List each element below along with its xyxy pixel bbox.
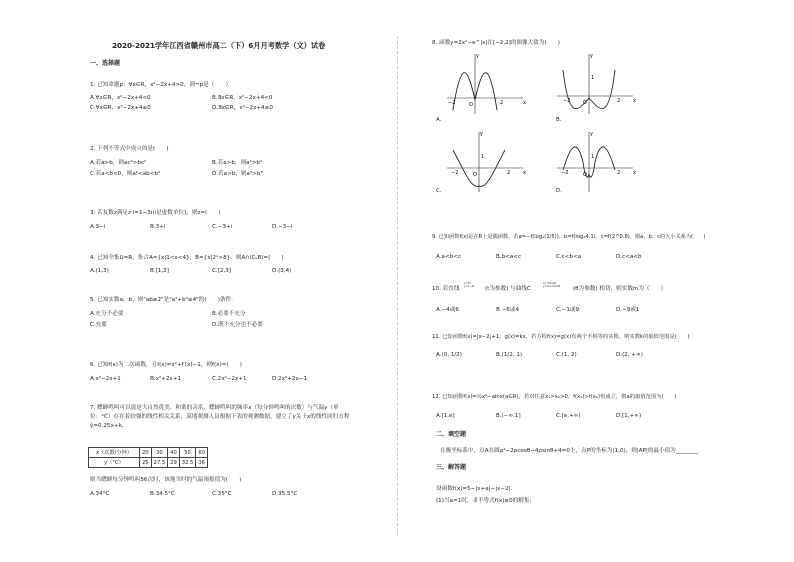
- q11-option-d: D.(2, +∞): [616, 352, 643, 358]
- q12-option-d: D.[1,+∞): [616, 413, 642, 419]
- q10-stem-c: (θ为参数) 相切，则实数m为（ ）: [573, 286, 667, 292]
- q8-stem: 8. 函数y=2x²−e^|x|在[−2,2]的图像大致为( ): [432, 40, 560, 46]
- table-cell: 40: [168, 448, 180, 458]
- origin-label: O: [473, 172, 477, 178]
- table-row: [89, 448, 208, 458]
- page-title: 2020-2021学年江西省赣州市高二（下）6月月考数学（文）试卷: [112, 41, 326, 50]
- q14-line1: 设函数f(x)=5−|x+a|−|x−2|.: [436, 486, 513, 492]
- q10-option-c: C.−1或9: [556, 307, 580, 313]
- q3-option-a: A.3−i: [90, 224, 106, 230]
- q9-option-b: B.b<a<c: [496, 254, 522, 260]
- q10-system2-line2: y=m+√5sinθ: [543, 285, 561, 289]
- axis-y-label: y: [476, 53, 479, 59]
- tick-neg: −2: [561, 170, 569, 176]
- q1-option-c: C.∀x∈R，x²−2x+4≤0: [90, 105, 151, 111]
- section-heading-fill: 二、填空题: [436, 431, 467, 438]
- q2-option-d: D.若a>b，则a³>b³: [212, 171, 263, 177]
- q6-option-b: B.x²+2x+1: [150, 376, 181, 382]
- axis-x-label: x: [523, 170, 526, 176]
- table-cell: 32.5: [179, 458, 196, 468]
- q10-system1-line1: x=2t,: [464, 282, 472, 285]
- graph-b-svg: [555, 50, 637, 116]
- q9-option-d: D.c<a<b: [616, 254, 642, 260]
- q9-option-c: C.c<b<a: [556, 254, 582, 260]
- q11-stem: 11. 已知函数f(x)=|x−2|+1，g(x)=kx，若方程f(x)=g(x)有两个不相等的实根，则实数k的取值范围是( ): [432, 334, 690, 340]
- q8-graph-a: [445, 50, 527, 116]
- q7-stem-line4: 则当蟋蟀每分钟鸣叫56次时，该地当时的气温预报值为( ): [90, 477, 242, 483]
- q3-option-c: C.−3+i: [212, 224, 233, 230]
- origin-label: O: [469, 102, 473, 108]
- tick-pos: 2: [507, 170, 511, 176]
- table-cell: 30: [151, 448, 168, 458]
- table-cell: 29: [168, 458, 180, 468]
- q4-option-a: A.(1,3): [90, 268, 109, 274]
- table-cell: 50: [179, 448, 196, 458]
- tick-one: 1: [481, 154, 485, 160]
- table-cell: 20: [140, 448, 152, 458]
- q7-option-c: C.35°C: [212, 491, 232, 497]
- q10-option-a: A.−4或6: [436, 307, 459, 313]
- q10-option-b: B.−6或4: [496, 307, 520, 313]
- section-heading-solve: 三、解答题: [436, 464, 467, 471]
- table-cell: y（°C）: [89, 458, 140, 468]
- q7-data-table: [88, 447, 208, 468]
- q10-system2-line1: x=√5cosθ,: [543, 282, 557, 285]
- table-cell: 36: [196, 458, 208, 468]
- q10-system1-line2: y=1−4t: [464, 285, 475, 289]
- axis-x-label: x: [523, 100, 526, 106]
- table-cell: x（次数/分钟）: [89, 448, 140, 458]
- q1-stem: 1. 已知命题p：∀x∈R，x²−2x+4>0，则¬p是（ ）: [90, 82, 232, 88]
- tick-neg: −2: [448, 100, 456, 106]
- q12-option-c: C.[e,+∞): [556, 413, 581, 419]
- q6-stem: 6. 已知f(x)为二次函数，且f(x)=x²+f′(x)−1，则f(x)=( ): [90, 362, 242, 368]
- q7-stem-line2: 位：°C）存在着较强的线性相关关系，某地观测人员根据下表的观测数据，建立了y关于x的线性回归方程: [90, 414, 350, 420]
- q2-option-c: C.若a<b<0，则a²<ab<b²: [90, 171, 161, 177]
- q8-label-c: C.: [436, 188, 442, 194]
- table-cell: 27.5: [151, 458, 168, 468]
- q12-option-a: A.[1,e]: [436, 413, 455, 419]
- q6-option-c: C.2x²−2x+1: [212, 376, 247, 382]
- q6-option-d: D.2x²+2x−1: [272, 376, 307, 382]
- q4-stem: 4. 已知全集U=R，集合A={x|1<x<4}，B={x|2ˣ>8}，则A∩(∁ᵤB)=( ): [90, 255, 284, 261]
- q8-label-b: B.: [556, 117, 562, 123]
- graph-c-svg: [445, 128, 527, 194]
- axis-y-label: y: [590, 53, 593, 59]
- table-cell: 25: [140, 458, 152, 468]
- q8-label-d: D.: [556, 188, 562, 194]
- q1-option-d: D.∃x∈R，x²−2x+4≤0: [212, 105, 273, 111]
- origin-label: O: [583, 100, 587, 106]
- axis-y-label: y: [480, 131, 483, 137]
- q2-option-a: A.若a>b，则ac²>bc²: [90, 160, 147, 166]
- origin-label: O: [583, 172, 587, 178]
- q11-option-b: B.(1/2, 1): [496, 352, 523, 358]
- q5-option-a: A.充分不必要: [90, 311, 124, 317]
- table-row: [89, 458, 208, 468]
- q7-option-a: A.34°C: [90, 491, 110, 497]
- q4-option-c: C.[2,3]: [212, 268, 231, 274]
- q13-stem: 在极坐标系中，点A在圆ρ²−2ρcosθ−4ρsinθ+4=0上，点P的坐标为(1,0)，则|AP|的最小值为________.: [440, 448, 700, 454]
- q12-option-b: B.(−∞,1]: [496, 413, 521, 419]
- q8-graph-d: [555, 128, 637, 194]
- q3-option-d: D.−3−i: [272, 224, 293, 230]
- axis-y-label: y: [590, 131, 593, 137]
- q10-system1: [464, 282, 474, 289]
- tick-pos: 2: [617, 98, 621, 104]
- q3-stem: 3. 若复数z满足z·i=1−3i(i是虚数单位)，则z=( ): [90, 210, 221, 216]
- q7-option-b: B.34.5°C: [150, 491, 175, 497]
- q2-option-b: B.若a>b，则a²>b²: [212, 160, 263, 166]
- q7-stem-line1: 7. 蟋蟀鸣叫可以说是大自然优美、和谐的音乐，蟋蟀鸣叫的频率x（每分钟鸣叫的次数）与气温y（单: [90, 405, 339, 411]
- q4-option-d: D.(3,4): [272, 268, 292, 274]
- q7-stem-line3: ŷ=0.25x+k，: [90, 423, 128, 429]
- tick-neg: −2: [451, 170, 459, 176]
- q1-option-b: B.∃x∈R，x²−2x+4<0: [212, 95, 273, 101]
- tick-neg: −2: [563, 98, 571, 104]
- tick-pos: 2: [500, 100, 504, 106]
- q5-stem: 5. 已知实数a，b，则"ab≥2"是"a²+b²≥4"的( )条件.: [90, 297, 233, 303]
- q5-option-b: B.必要不充分: [212, 311, 246, 317]
- axis-x-label: x: [633, 98, 636, 104]
- q9-stem: 9. 已知函数f(x)是在R上是偶函数，若a=−f(log₂(1/5))，b=f(log₂4.1)，c=f(2^0.8)，则a，b，c的大小关系为( ): [432, 234, 706, 240]
- q14-line2: (1)当a=1时，求不等式f(x)≥0的解集;: [436, 498, 532, 504]
- tick-one: 1: [591, 154, 595, 160]
- graph-a-svg: [445, 50, 527, 116]
- q11-option-c: C.(1, 2): [556, 352, 577, 358]
- q5-option-c: C.充要: [90, 322, 107, 328]
- section-heading-choice: 一、选择题: [90, 60, 121, 67]
- tick-pos: 2: [617, 170, 621, 176]
- q1-option-a: A.∀x∈R，x²−2x+4<0: [90, 95, 151, 101]
- q9-option-a: A.a<b<c: [436, 254, 461, 260]
- q3-option-b: B.3+i: [150, 224, 166, 230]
- q4-option-b: B.[1,3]: [150, 268, 169, 274]
- graph-d-svg: [555, 128, 637, 194]
- q8-graph-c: [445, 128, 527, 194]
- q2-stem: 2. 下列不等式中成立的是( ): [90, 146, 169, 152]
- q10-stem-a: 10. 若直线: [432, 286, 460, 292]
- q11-option-a: A.(0, 1/2): [436, 352, 462, 358]
- q10-option-d: D.−9或1: [616, 307, 640, 313]
- q6-option-a: A.x²−2x+1: [90, 376, 121, 382]
- q8-label-a: A.: [436, 117, 442, 123]
- axis-x-label: x: [633, 170, 636, 176]
- q7-option-d: D.35.5°C: [272, 491, 298, 497]
- q8-graph-b: [555, 50, 637, 116]
- table-cell: 60: [196, 448, 208, 458]
- column-divider: [397, 36, 398, 536]
- q10-stem-b: (t为参数) 与曲线C: [485, 286, 531, 292]
- tick-one: 1: [591, 75, 595, 81]
- q12-stem: 12. 已知函数f(x)=½x²−alnx(a∈R)，若对任意x₁>x₂>0，f(x₁)>f(x₂)恒成立，则a的取值范围为( ): [432, 394, 677, 400]
- q10-system2: [543, 282, 560, 289]
- q5-option-d: D.既不充分也不必要: [212, 322, 263, 328]
